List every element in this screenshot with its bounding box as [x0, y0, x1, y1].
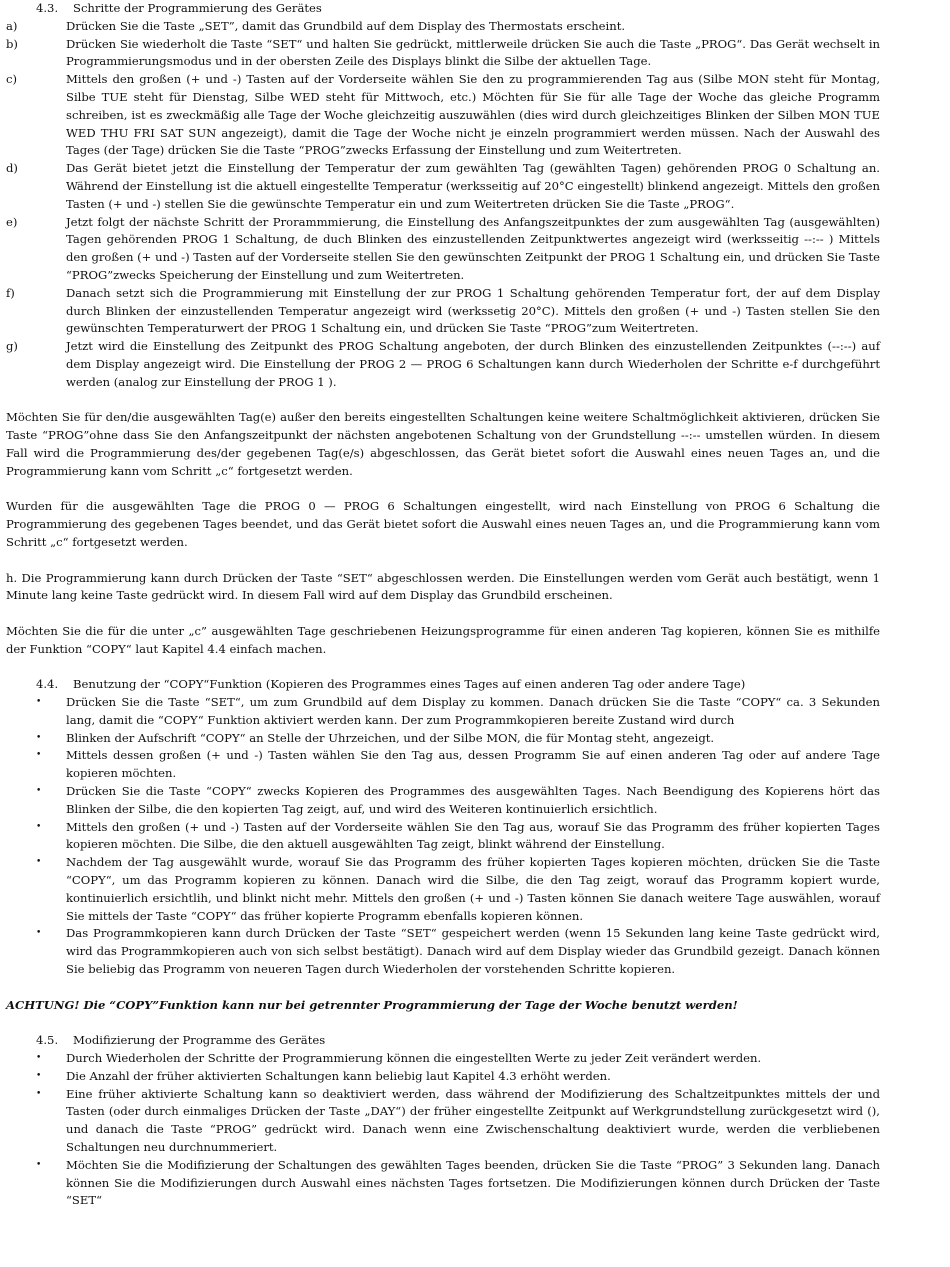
- step-f: [6, 285, 880, 338]
- bullet-text: Mittels dessen großen (+ und -) Tasten wählen Sie den Tag aus, dessen Programm Sie auf einen anderen Tag oder auf andere Tage kopieren möchten.: [66, 748, 880, 781]
- paragraph-no-further-switching: Möchten Sie für den/die ausgewählten Tag(e) außer den bereits eingestellten Schaltungen keine weitere Schaltmöglichkeit aktivieren, drücken Sie Taste “PROG”ohne dass Sie den Anfangszeitpunkt der nächsten angebotenen Schaltung von der Grundstellung --:-- umstellen würden. In diesem Fall wird die Programmierung des/der gegebenen Tag(e/s) abgeschlossen, das Gerät bietet sofort die Auswahl eines neuen Tages an, und die Programmierung kann vom Schritt „c“ fortgesetzt werden.: [6, 410, 880, 478]
- bullet-marker: •: [36, 1088, 42, 1099]
- step-label: d): [6, 161, 18, 176]
- bullet-marker: •: [36, 750, 42, 761]
- section-number: 4.5.: [36, 1033, 59, 1048]
- bullet-text: Die Anzahl der früher aktivierten Schaltungen kann beliebig laut Kapitel 4.3 erhöht werden.: [66, 1068, 611, 1083]
- step-text: Danach setzt sich die Programmierung mit Einstellung der zur PROG 1 Schaltung gehörenden Temperatur fort, der auf dem Display durch Blinken der einzustellenden Temperatur angezeigt wird (werkssetig 20°C). Mittels den großen (+ und -) Tasten stellen Sie den gewünschten Temperaturwert der PROG 1 Schaltung ein, und drücken Sie Taste “PROG”zum Weitertreten.: [66, 285, 880, 336]
- copy-bullet: [6, 694, 880, 730]
- step-a: [6, 18, 880, 36]
- bullet-text: Das Programmkopieren kann durch Drücken der Taste “SET“ gespeichert werden (wenn 15 Sekunden lang keine Taste gedrückt wird, wird das Programmkopieren auch von sich selbst bestätigt). Danach wird auf dem Display wieder das Grundbild gezeigt. Danach können Sie beliebig das Programm von neueren Tagen durch Wiederholen der vorstehenden Schritte kopieren.: [66, 926, 880, 977]
- section-heading-4-5: [6, 1032, 880, 1050]
- bullet-marker: •: [36, 1159, 42, 1170]
- bullet-text: Möchten Sie die Modifizierung der Schaltungen des gewählten Tages beenden, drücken Sie die Taste “PROG” 3 Sekunden lang. Danach können Sie die Modifizierungen durch Auswahl eines nächsten Tages fortsetzen. Die Modifizierungen können durch Drücken der Taste “SET“: [66, 1157, 880, 1208]
- bullet-text: Drücken Sie die Taste “SET“, um zum Grundbild auf dem Display zu kommen. Danach drücken Sie die Taste “COPY“ ca. 3 Sekunden lang, damit die “COPY“ Funktion aktiviert werden kann. Der zum Programmkopieren bereite Zustand wird durch: [66, 695, 880, 727]
- modification-bullet: [6, 1068, 880, 1086]
- copy-bullet: [6, 747, 880, 783]
- step-text: Mittels den großen (+ und -) Tasten auf der Vorderseite wählen Sie den zu programmierenden Tag aus (Silbe MON steht für Montag, Silbe TUE steht für Dienstag, Silbe WED steht für Mittwoch, etc.) Möchten für Sie für alle Tage der Woche das gleiche Programm schreiben, ist es zweckmäßig alle Tage der Woche gleichzeitig auszuwählen (dies wird durch gleichzeitiges Blinken der Silben MON TUE WED THU FRI SAT SUN angezeigt), damit die Tage der Woche nicht je einzeln programmiert werden müssen. Nach der Auswahl des Tages (der Tage) drücken Sie die Taste “PROG”zwecks Erfassung der Einstellung und zum Weitertreten.: [66, 72, 880, 158]
- step-text: Drücken Sie wiederholt die Taste “SET“ und halten Sie gedrückt, mittlerweile drücken Sie auch die Taste „PROG“. Das Gerät wechselt in Programmierungsmodus und in der obersten Zeile des Displays blinkt die Silbe der aktuellen Tage.: [66, 36, 880, 69]
- section-heading-4-4: [6, 676, 880, 694]
- modification-bullet: [6, 1086, 880, 1157]
- section-heading-4-3: [6, 0, 880, 18]
- step-label: b): [6, 36, 18, 51]
- bullet-text: Durch Wiederholen der Schritte der Programmierung können die eingestellten Werte zu jeder Zeit verändert werden.: [66, 1051, 762, 1066]
- modification-bullet: [6, 1157, 880, 1210]
- copy-bullet: [6, 730, 880, 748]
- step-b: [6, 36, 880, 72]
- step-text: Jetzt folgt der nächste Schritt der Prorammmierung, die Einstellung des Anfangszeitpunktes der zum ausgewählten Tag (ausgewählten) Tagen gehörenden PROG 1 Schaltung, de duch Blinken des einzustellenden Zeitpunktwertes angezeigt wird (werksseitig --:-- ) Mittels den großen (+ und -) Tasten auf der Vorderseite stellen Sie den gewünschten Zeitpunkt der PROG 1 Schaltung ein, und drücken Sie Taste “PROG”zwecks Speicherung der Einstellung und zum Weitertreten.: [66, 214, 880, 282]
- paragraph-prog-0-6: Wurden für die ausgewählten Tage die PROG 0 — PROG 6 Schaltungen eingestellt, wird nach Einstellung von PROG 6 Schaltung die Programmierung des gegebenen Tages beendet, und das Gerät bietet sofort die Auswahl eines neuen Tages an, und die Programmierung kann vom Schritt „c“ fortgesetzt werden.: [6, 499, 880, 549]
- copy-warning: ACHTUNG! Die “COPY”Funktion kann nur bei getrennter Programmierung der Tage der Woche benutzt werden!: [6, 997, 738, 1012]
- bullet-text: Nachdem der Tag ausgewählt wurde, worauf Sie das Programm des früher kopierten Tages kopieren möchten, drücken Sie die Taste “COPY“, um das Programm kopieren zu können. Danach wird die Silbe, die den Tag zeigt, worauf das Programm kopiert wurde, kontinuierlich ersichtlih, und blinkt nicht mehr. Mittels den großen (+ und -) Tasten können Sie danach weitere Tage auswählen, worauf Sie mittels der Taste “COPY“ das früher kopierte Programm ebenfalls kopieren können.: [66, 855, 880, 923]
- step-label: a): [6, 18, 18, 33]
- section-title: Benutzung der “COPY“Funktion (Kopieren des Programmes eines Tages auf einen anderen Tag oder andere Tage): [73, 677, 746, 692]
- copy-bullet: [6, 925, 880, 978]
- step-label: f): [6, 285, 15, 300]
- bullet-marker: •: [36, 1053, 42, 1064]
- step-text: Jetzt wird die Einstellung des Zeitpunkt des PROG Schaltung angeboten, der durch Blinken des einzustellenden Zeitpunktes (--:--) auf dem Display angezeigt wird. Die Einstellung der PROG 2 — PROG 6 Schaltungen kann durch Wiederholen der Schritte e-f durchgeführt werden (analog zur Einstellung der PROG 1 ).: [66, 339, 880, 389]
- copy-bullet: [6, 854, 880, 925]
- step-label: e): [6, 214, 18, 229]
- paragraph-copy-reference: Möchten Sie die für die unter „c” ausgewählten Tage geschriebenen Heizungsprogramme für einen anderen Tag kopieren, können Sie es mithilfe der Funktion “COPY“ laut Kapitel 4.4 einfach machen.: [6, 623, 880, 656]
- step-text: Das Gerät bietet jetzt die Einstellung der Temperatur der zum gewählten Tag (gewählten Tagen) gehörenden PROG 0 Schaltung an. Während der Einstellung ist die aktuell eingestellte Temperatur (werksseitig auf 20°C eingestellt) blinkend angezeigt. Mittels den großen Tasten (+ und -) stellen Sie die gewünschte Temperatur ein und zum Weitertreten drücken Sie die Taste „PROG“.: [66, 161, 880, 211]
- bullet-text: Drücken Sie die Taste “COPY“ zwecks Kopieren des Programmes des ausgewählten Tages. Nach Beendigung des Kopierens hört das Blinken der Silbe, die den kopierten Tag zeigt, auf, und wird des Weiteren kontinuierlich ersichtlich.: [66, 784, 880, 816]
- section-number: 4.3.: [36, 1, 59, 15]
- bullet-text: Eine früher aktivierte Schaltung kann so deaktiviert werden, dass während der Modifizierung des Schaltzeitpunktes mittels der und Tasten (oder durch einmaliges Drücken der Taste „DAY“) der früher eingestellte Zeitpunkt auf Werkgrundstellung zurückgesetzt wird (), und danach die Taste “PROG” gedrückt wird. Danach wenn eine Zwischenschaltung deaktiviert wurde, werden die verbliebenen Schaltungen neu durchnummeriert.: [66, 1086, 880, 1154]
- bullet-marker: •: [36, 857, 42, 868]
- step-label: g): [6, 339, 18, 354]
- bullet-marker: •: [36, 1070, 42, 1081]
- step-label: c): [6, 72, 18, 87]
- bullet-text: Blinken der Aufschrift “COPY“ an Stelle der Uhrzeichen, und der Silbe MON, die für Montag steht, angezeigt.: [66, 730, 715, 745]
- section-number: 4.4.: [36, 677, 59, 692]
- copy-bullet: [6, 783, 880, 819]
- bullet-marker: •: [36, 928, 42, 939]
- bullet-marker: •: [36, 821, 42, 832]
- copy-bullet: [6, 819, 880, 855]
- bullet-text: Mittels den großen (+ und -) Tasten auf der Vorderseite wählen Sie den Tag aus, worauf Sie das Programm des früher kopierten Tages kopieren möchten. Die Silbe, die den aktuell ausgewählten Tag zeigt, blinkt während der Einstellung.: [66, 819, 880, 852]
- section-title: Schritte der Programmierung des Gerätes: [73, 1, 322, 15]
- modification-bullet: [6, 1050, 880, 1068]
- step-d: [6, 160, 880, 213]
- step-c: [6, 71, 880, 160]
- bullet-marker: •: [36, 732, 42, 743]
- bullet-marker: •: [36, 697, 42, 708]
- step-g: [6, 338, 880, 391]
- step-e: [6, 214, 880, 285]
- bullet-marker: •: [36, 786, 42, 797]
- step-text: Drücken Sie die Taste „SET”, damit das Grundbild auf dem Display des Thermostats erscheint.: [66, 18, 626, 33]
- paragraph-step-h: h. Die Programmierung kann durch Drücken der Taste “SET“ abgeschlossen werden. Die Einstellungen werden vom Gerät auch bestätigt, wenn 1 Minute lang keine Taste gedrückt wird. In diesem Fall wird auf dem Display das Grundbild erscheinen.: [6, 570, 880, 603]
- section-title: Modifizierung der Programme des Gerätes: [73, 1033, 326, 1048]
